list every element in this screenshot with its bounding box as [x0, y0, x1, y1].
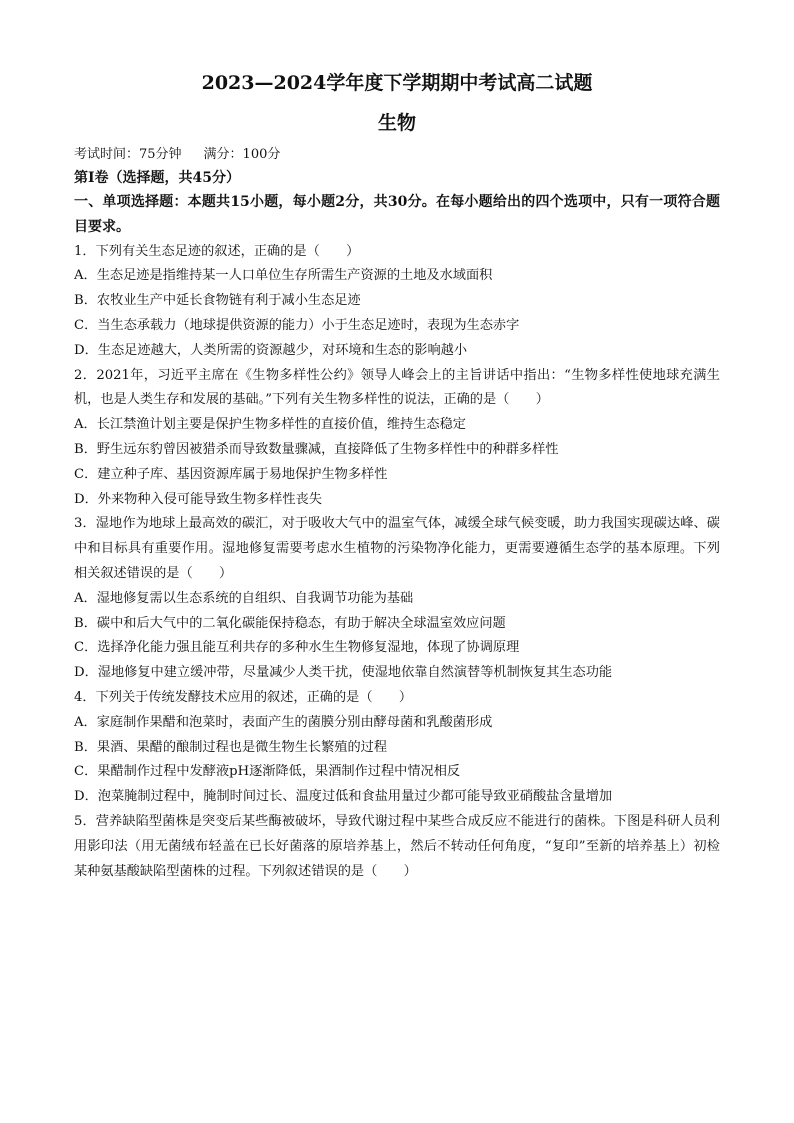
question-stem: 1．下列有关生态足迹的叙述，正确的是（ ） — [74, 243, 360, 259]
question-4 — [74, 686, 720, 810]
question-3 — [74, 512, 720, 686]
option-d: D．外来物种入侵可能导致生物多样性丧失 — [74, 491, 322, 507]
question-stem: 3．湿地作为地球上最高效的碳汇，对于吸收大气中的温室气体，减缓全球气候变暖，助力我国实现碳达峰、碳中和目标具有重要作用。湿地修复需要考虑水生植物的污染物净化能力，更需要遵循生态学的基本原理。下列相关叙述错误的是（ ） — [74, 516, 720, 581]
option-b: B．果酒、果醋的酿制过程也是微生物生长繁殖的过程 — [74, 739, 388, 755]
option-b: B．农牧业生产中延长食物链有利于减小生态足迹 — [74, 293, 361, 309]
option-c: C．选择净化能力强且能互利共存的多种水生生物修复湿地，体现了协调原理 — [74, 640, 520, 656]
section1-instructions: 一、单项选择题：本题共15小题，每小题2分，共30分。在每小题给出的四个选项中，只有一项符合题目要求。 — [74, 194, 720, 235]
question-2 — [74, 364, 720, 513]
option-a: A．湿地修复需以生态系统的自组织、自我调节功能为基础 — [74, 590, 414, 606]
exam-subject: 生物 — [377, 112, 416, 134]
option-b: B．碳中和后大气中的二氧化碳能保持稳态，有助于解决全球温室效应问题 — [74, 615, 506, 631]
option-d: D．湿地修复中建立缓冲带，尽量减少人类干扰，使湿地依靠自然演替等机制恢复其生态功能 — [74, 665, 613, 681]
exam-info — [74, 144, 720, 166]
exam-time: 考试时间：75分钟 — [74, 147, 182, 162]
option-a: A．家庭制作果醋和泡菜时，表面产生的菌膜分别由酵母菌和乳酸菌形成 — [74, 714, 493, 730]
option-c: C．当生态承载力（地球提供资源的能力）小于生态足迹时，表现为生态赤字 — [74, 317, 520, 333]
option-a: A．生态足迹是指维持某一人口单位生存所需生产资源的土地及水域面积 — [74, 268, 493, 284]
question-stem: 4．下列关于传统发酵技术应用的叙述，正确的是（ ） — [74, 689, 413, 705]
question-stem: 5．营养缺陷型菌株是突变后某些酶被破坏，导致代谢过程中某些合成反应不能进行的菌株。下图是科研人员利用影印法（用无菌绒布轻盖在已长好菌落的原培养基上，然后不转动任何角度，“复印”至新的培养基上）初检某种氨基酸缺陷型菌株的过程。下列叙述错误的是（ ） — [74, 813, 720, 879]
option-b: B．野生远东豹曾因被猎杀而导致数量骤减，直接降低了生物多样性中的种群多样性 — [74, 441, 559, 457]
exam-title: 2023—2024学年度下学期期中考试高二试题 — [201, 72, 593, 94]
question-1 — [74, 240, 720, 364]
option-c: C．建立种子库、基因资源库属于易地保护生物多样性 — [74, 466, 388, 482]
option-d: D．生态足迹越大，人类所需的资源越少，对环境和生态的影响越小 — [74, 342, 468, 358]
option-c: C．果醋制作过程中发酵液pH逐渐降低，果酒制作过程中情况相反 — [74, 764, 461, 780]
option-d: D．泡菜腌制过程中，腌制时间过长、温度过低和食盐用量过少都可能导致亚硝酸盐含量增加 — [74, 789, 613, 805]
question-stem: 2．2021年，习近平主席在《生物多样性公约》领导人峰会上的主旨讲话中指出：“生物多样性使地球充满生机，也是人类生存和发展的基础。”下列有关生物多样性的说法，正确的是（ ） — [74, 367, 720, 408]
part1-title: 第Ⅰ卷（选择题，共45分） — [74, 170, 241, 186]
question-5 — [74, 810, 720, 884]
option-a: A．长江禁渔计划主要是保护生物多样性的直接价值，维持生态稳定 — [74, 417, 466, 433]
full-score: 满分：100分 — [203, 147, 281, 162]
